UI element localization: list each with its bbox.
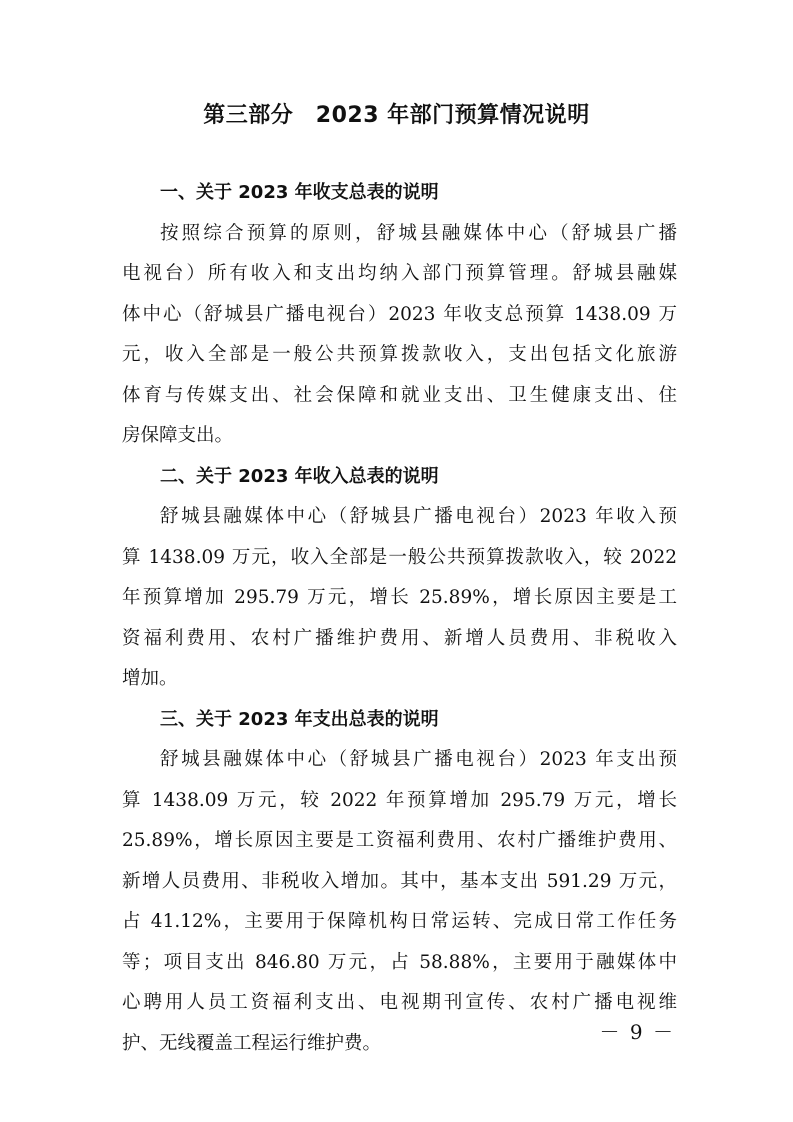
paragraph-line: 算 1438.09 万元，较 2022 年预算增加 295.79 万元，增长 xyxy=(122,789,677,811)
section-heading: 一、关于 2023 年收支总表的说明 xyxy=(160,182,439,203)
paragraph-line: 房保障支出。 xyxy=(122,425,234,446)
paragraph-line: 等；项目支出 846.80 万元，占 58.88%，主要用于融媒体中 xyxy=(122,951,677,973)
page-title: 第三部分 2023 年部门预算情况说明 xyxy=(203,103,590,128)
paragraph-line: 占 41.12%，主要用于保障机构日常运转、完成日常工作任务 xyxy=(122,911,677,932)
paragraph-line: 元，收入全部是一般公共预算拨款收入，支出包括文化旅游 xyxy=(122,344,677,365)
section-heading: 二、关于 2023 年收入总表的说明 xyxy=(160,465,439,487)
paragraph-line: 心聘用人员工资福利支出、电视期刊宣传、农村广播电视维 xyxy=(122,992,677,1013)
paragraph-line: 25.89%，增长原因主要是工资福利费用、农村广播维护费用、 xyxy=(122,830,677,851)
document-body xyxy=(122,173,677,1064)
section-heading: 三、关于 2023 年支出总表的说明 xyxy=(160,708,439,730)
paragraph-line: 增加。 xyxy=(122,668,178,689)
page-number: － 9 － xyxy=(599,1020,675,1044)
paragraph-line: 舒城县融媒体中心（舒城县广播电视台）2023 年支出预 xyxy=(160,749,677,770)
paragraph-line: 体育与传媒支出、社会保障和就业支出、卫生健康支出、住 xyxy=(122,384,677,406)
paragraph-line: 资福利费用、农村广播维护费用、新增人员费用、非税收入 xyxy=(122,627,677,649)
paragraph-line: 护、无线覆盖工程运行维护费。 xyxy=(122,1032,382,1054)
paragraph-line: 体中心（舒城县广播电视台）2023 年收支总预算 1438.09 万 xyxy=(122,303,677,325)
paragraph-line: 年预算增加 295.79 万元，增长 25.89%，增长原因主要是工 xyxy=(122,587,677,608)
paragraph-line: 新增人员费用、非税收入增加。其中，基本支出 591.29 万元， xyxy=(122,870,677,892)
paragraph-line: 电视台）所有收入和支出均纳入部门预算管理。舒城县融媒 xyxy=(122,263,677,284)
paragraph-line: 算 1438.09 万元，收入全部是一般公共预算拨款收入，较 2022 xyxy=(122,546,677,568)
paragraph-line: 舒城县融媒体中心（舒城县广播电视台）2023 年收入预 xyxy=(160,506,677,527)
paragraph-line: 按照综合预算的原则，舒城县融媒体中心（舒城县广播 xyxy=(160,222,677,244)
